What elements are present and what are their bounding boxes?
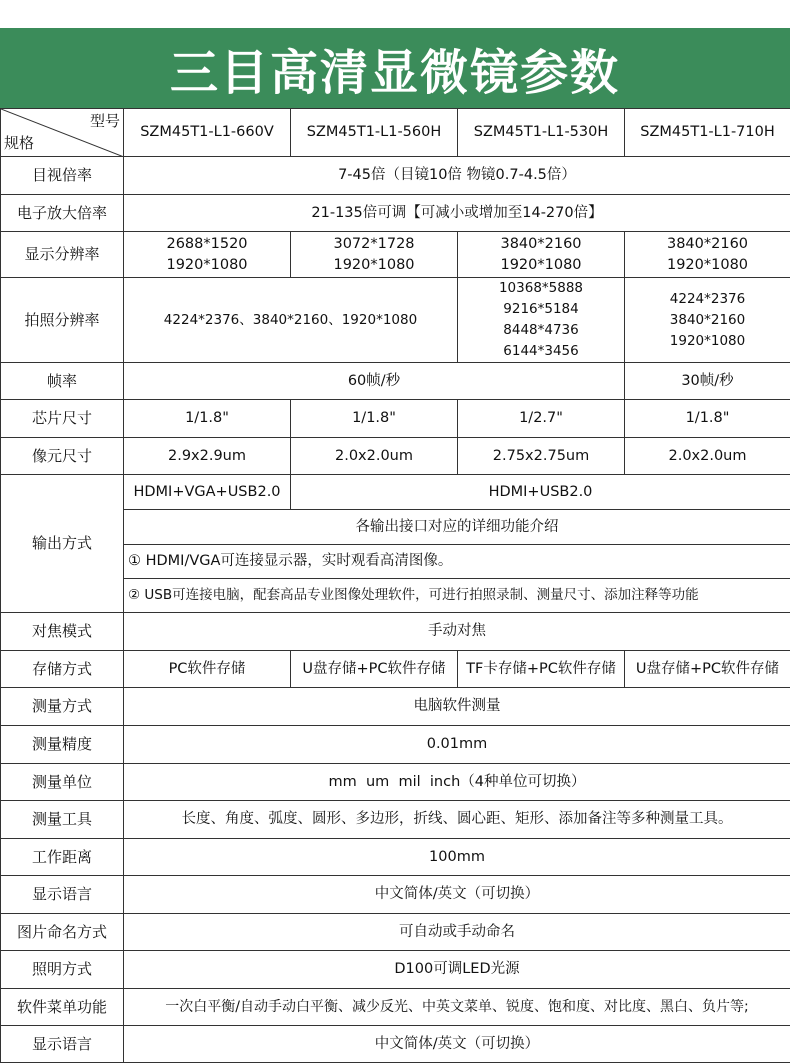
row-value: mm um mil inch（4种单位可切换） — [124, 764, 790, 801]
row-label: 显示分辨率 — [1, 232, 124, 278]
row-value: 2.75x2.75um — [458, 438, 625, 475]
row-value: 2688*1520 1920*1080 — [124, 232, 291, 278]
table-row — [1, 801, 790, 839]
table-row — [1, 688, 790, 726]
row-value: 2.0x2.0um — [291, 438, 458, 475]
model-cell: SZM45T1-L1-710H — [625, 109, 790, 157]
row-value: ② USB可连接电脑，配套高品专业图像处理软件，可进行拍照录制、测量尺寸、添加注释等功能 — [124, 579, 790, 613]
row-value: 21-135倍可调【可减小或增加至14-270倍】 — [124, 195, 790, 232]
page-title: 三目高清显微镜参数 — [170, 34, 620, 103]
table-row — [1, 1026, 790, 1063]
row-value: U盘存储+PC软件存储 — [291, 651, 458, 688]
row-value: 中文简体/英文（可切换） — [124, 876, 790, 914]
row-label: 软件菜单功能 — [1, 989, 124, 1026]
row-value: 60帧/秒 — [124, 363, 625, 400]
row-value: 1/2.7" — [458, 400, 625, 438]
row-label: 工作距离 — [1, 839, 124, 876]
row-value: 1/1.8" — [625, 400, 790, 438]
model-cell: SZM45T1-L1-560H — [291, 109, 458, 157]
model-cell: SZM45T1-L1-660V — [124, 109, 291, 157]
title-banner — [0, 28, 790, 108]
table-row — [1, 363, 790, 400]
row-value: 长度、角度、弧度、圆形、多边形，折线、圆心距、矩形、添加备注等多种测量工具。 — [124, 801, 790, 839]
table-row — [1, 613, 790, 651]
table-row — [1, 951, 790, 989]
row-label: 拍照分辨率 — [1, 278, 124, 363]
spec-label: 规格 — [4, 133, 34, 154]
row-label: 帧率 — [1, 363, 124, 400]
table-row — [1, 839, 790, 876]
row-label: 芯片尺寸 — [1, 400, 124, 438]
row-value: 3840*2160 1920*1080 — [625, 232, 790, 278]
row-label: 照明方式 — [1, 951, 124, 989]
table-row — [1, 195, 790, 232]
row-value: 10368*5888 9216*5184 8448*4736 6144*3456 — [458, 278, 625, 363]
row-value: 0.01mm — [124, 726, 790, 764]
table-row — [1, 400, 790, 438]
spec-table — [0, 108, 790, 1063]
model-cell: SZM45T1-L1-530H — [458, 109, 625, 157]
row-label: 像元尺寸 — [1, 438, 124, 475]
row-value: 2.0x2.0um — [625, 438, 790, 475]
row-value: 各输出接口对应的详细功能介绍 — [124, 510, 790, 545]
header-row — [1, 109, 790, 157]
row-label: 对焦模式 — [1, 613, 124, 651]
row-label: 测量工具 — [1, 801, 124, 839]
row-value: 30帧/秒 — [625, 363, 790, 400]
table-row — [1, 764, 790, 801]
row-label: 测量单位 — [1, 764, 124, 801]
row-value: 2.9x2.9um — [124, 438, 291, 475]
table-row — [1, 475, 790, 510]
row-value: 电脑软件测量 — [124, 688, 790, 726]
row-label: 图片命名方式 — [1, 914, 124, 951]
row-value: 1/1.8" — [124, 400, 291, 438]
row-label: 测量精度 — [1, 726, 124, 764]
row-label: 电子放大倍率 — [1, 195, 124, 232]
row-value: 一次白平衡/自动手动白平衡、减少反光、中英文菜单、锐度、饱和度、对比度、黑白、负片等; — [124, 989, 790, 1026]
row-value: PC软件存储 — [124, 651, 291, 688]
row-value: HDMI+VGA+USB2.0 — [124, 475, 291, 510]
row-value: 3072*1728 1920*1080 — [291, 232, 458, 278]
row-value: 4224*2376 3840*2160 1920*1080 — [625, 278, 790, 363]
row-value: U盘存储+PC软件存储 — [625, 651, 790, 688]
row-value: TF卡存储+PC软件存储 — [458, 651, 625, 688]
table-row — [1, 157, 790, 195]
table-row — [1, 989, 790, 1026]
row-label: 测量方式 — [1, 688, 124, 726]
row-value: 100mm — [124, 839, 790, 876]
table-row — [1, 876, 790, 914]
table-row — [1, 726, 790, 764]
row-value: 1/1.8" — [291, 400, 458, 438]
row-value: 手动对焦 — [124, 613, 790, 651]
row-value: 3840*2160 1920*1080 — [458, 232, 625, 278]
row-label: 输出方式 — [1, 475, 124, 613]
row-value: 7-45倍（目镜10倍 物镜0.7-4.5倍） — [124, 157, 790, 195]
table-row — [1, 438, 790, 475]
row-value: HDMI+USB2.0 — [291, 475, 790, 510]
row-value: 4224*2376、3840*2160、1920*1080 — [124, 278, 458, 363]
row-value: 中文简体/英文（可切换） — [124, 1026, 790, 1063]
model-label: 型号 — [90, 111, 120, 132]
row-value: 可自动或手动命名 — [124, 914, 790, 951]
table-row — [1, 278, 790, 363]
table-row — [1, 914, 790, 951]
table-row — [1, 232, 790, 278]
row-label: 存储方式 — [1, 651, 124, 688]
corner-header-cell — [1, 109, 124, 157]
table-row — [1, 651, 790, 688]
row-label: 目视倍率 — [1, 157, 124, 195]
row-value: ① HDMI/VGA可连接显示器，实时观看高清图像。 — [124, 545, 790, 579]
row-label: 显示语言 — [1, 1026, 124, 1063]
row-value: D100可调LED光源 — [124, 951, 790, 989]
row-label: 显示语言 — [1, 876, 124, 914]
